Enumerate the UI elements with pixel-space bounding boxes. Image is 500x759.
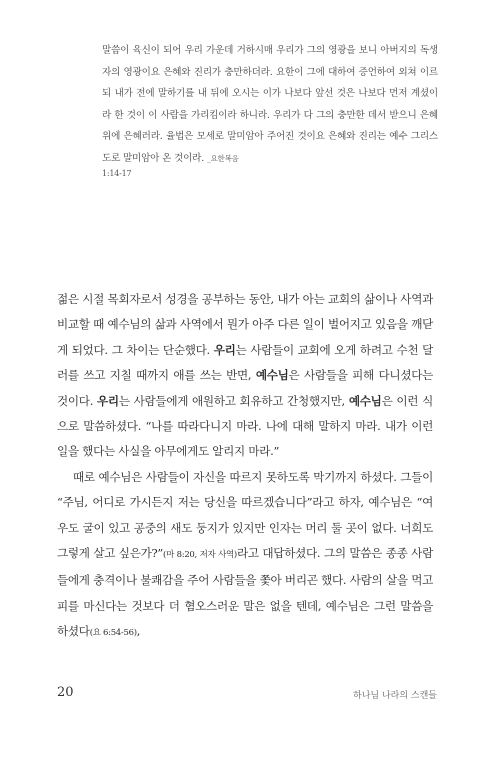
epigraph-verse: 1:14-17 bbox=[102, 169, 132, 178]
scripture-reference: (요 6:54-56) bbox=[89, 628, 137, 639]
emphasis: 우리 bbox=[97, 393, 119, 408]
scripture-reference: (마 8:20, 저자 사역) bbox=[163, 550, 237, 561]
paragraph-text: , bbox=[136, 624, 141, 639]
epigraph-source: _요한복음 bbox=[206, 153, 239, 163]
paragraph bbox=[57, 465, 433, 647]
paragraph bbox=[57, 287, 433, 465]
emphasis: 예수님 bbox=[348, 393, 382, 408]
paragraph-text: 는 사람들이 교회에 오게 하려고 수천 달러를 쓰고 지칠 때까지 애를 쓰는 반면, bbox=[57, 342, 433, 383]
paragraph-text: 젊은 시절 목회자로서 성경을 공부하는 동안, 내가 아는 교회의 삶이나 사역과 비교할 때 예수님의 삶과 사역에서 뭔가 아주 다른 일이 벌어지고 있음을 깨닫게 되었다. 그 차이는 단순했다. bbox=[57, 292, 433, 357]
epigraph-text: 말씀이 육신이 되어 우리 가운데 거하시매 우리가 그의 영광을 보니 아버지의 독생자의 영광이요 은혜와 진리가 충만하더라. 요한이 그에 대하여 증언하여 외쳐 이르되 내가 전에 말하기를 내 뒤에 오시는 이가 나보다 앞선 것은 나보다 먼저 계셨이라 한 것이 이 사람을 가리킴이라 하니라. 우리가 다 그의 충만한 데서 받으니 은혜 위에 은혜러라. 율법은 모세로 말미암아 주어진 것이요 은혜와 진리는 예수 그리스도로 말미암아 온 것이라. bbox=[102, 45, 438, 164]
paragraph-text: 는 사람들에게 애원하고 회유하고 간청했지만, bbox=[118, 393, 349, 408]
paragraph-text: 은 사람들을 피해 다니셨다는 것이다. bbox=[57, 368, 434, 408]
paragraph-text: 라고 대답하셨다. 그의 말씀은 종종 사람들에게 충격이나 불쾌감을 주어 사람들을 쫓아 버리곤 했다. 사람의 살을 먹고 피를 마신다는 것보다 더 혐오스러운 말은 없을 텐데, 예수님은 그런 말씀을 하셨다 bbox=[57, 546, 433, 639]
running-title: 하나님 나라의 스캔들 bbox=[353, 691, 437, 701]
emphasis: 우리 bbox=[213, 342, 236, 357]
paragraph-text: 때로 예수님은 사람들이 자신을 따르지 못하도록 막기까지 하셨다. 그들이 “주님, 어디로 가시든지 저는 당신을 따르겠습니다”라고 하자, 예수님은 “여우도 굴이 있고 공중의 새도 둥지가 있지만 인자는 머리 둘 곳이 없다. 너희도 그렇게 살고 싶은가?” bbox=[57, 469, 433, 561]
emphasis: 예수님 bbox=[255, 368, 289, 383]
page-number: 20 bbox=[57, 685, 74, 700]
paragraph-text: 은 이런 식으로 말씀하셨다. “나를 따라다니지 마라. 나에 대해 말하지 마라. 내가 이런 일을 했다는 사실을 아무에게도 알리지 마라.” bbox=[57, 393, 433, 459]
body-text bbox=[57, 287, 433, 647]
epigraph bbox=[102, 40, 438, 181]
